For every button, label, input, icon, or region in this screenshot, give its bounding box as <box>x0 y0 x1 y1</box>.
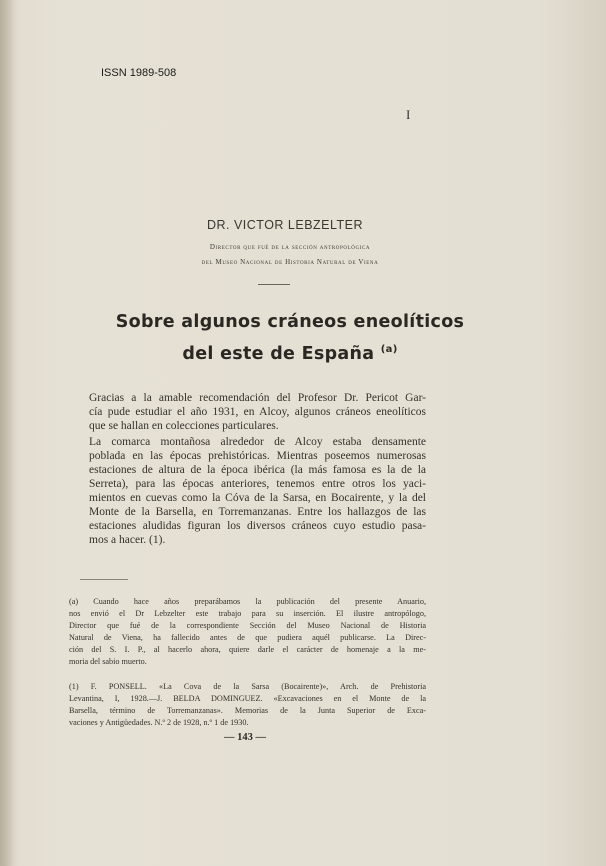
body-text-line: Monte de la Barsella, en Torremanzanas. Entre los hallazgos de las <box>89 506 426 518</box>
footnote-line: Director que fué de la correspondiente Sección del Museo Nacional de Historia <box>69 621 426 630</box>
footnote-line: ción del S. I. P., al hacerlo ahora, quiere darle el carácter de homenaje a la me- <box>69 645 426 654</box>
article-title-line <box>60 344 520 364</box>
divider <box>258 284 290 285</box>
body-text-line: La comarca montañosa alrededor de Alcoy estaba densamente <box>89 436 426 448</box>
author-name: DR. VICTOR LEBZELTER <box>206 218 364 232</box>
footnote-line: Barsella, término de Torremanzanas». Memorias de la Junta Superior de Exca- <box>69 706 426 715</box>
body-text-line: Serreta), para las épocas anteriores, tenemos entre otros los yaci- <box>89 478 426 490</box>
footnote-line: Natural de Viena, ha fallecido antes de que pudiera aquél publicarse. La Direc- <box>69 633 426 642</box>
footnote-line: moria del sabio muerto. <box>69 657 147 666</box>
footnote-divider <box>80 579 128 580</box>
page-mark: I <box>406 107 411 122</box>
title-note-marker: (a) <box>380 344 398 356</box>
body-text-line: que se hallan en colecciones particulares. <box>89 420 279 432</box>
author-affiliation-line: Director que fué de la sección antropológica <box>209 243 371 251</box>
author-affiliation-line: del Museo Nacional de Historia Natural de Viena <box>201 258 379 266</box>
article-title-text: del este de España <box>182 344 375 364</box>
body-text-line: poblada en las épocas prehistóricas. Mientras poseemos numerosas <box>89 450 426 462</box>
body-text-line: estaciones aludidas figuran los diversos cráneos cuyo estudio pasa- <box>89 520 426 532</box>
page-number: — 143 — <box>224 732 266 743</box>
footnote-line: nos envió el Dr Lebzelter este trabajo para su inserción. El ilustre antropólogo, <box>69 609 426 618</box>
body-text-line: mos a hacer. (1). <box>89 534 166 546</box>
article-title-line: Sobre algunos cráneos eneolíticos <box>115 312 465 332</box>
issn-label: ISSN 1989-508 <box>101 67 177 79</box>
footnote-line: (a) Cuando hace años preparábamos la publicación del presente Anuario, <box>69 597 426 606</box>
footnote-line: (1) F. PONSELL. «La Cova de la Sarsa (Bocairente)», Arch. de Prehistoria <box>69 682 426 691</box>
binding-shadow <box>0 0 14 866</box>
body-text-line: Gracias a la amable recomendación del Profesor Dr. Pericot Gar- <box>89 392 426 404</box>
footnote-line: Levantina, I, 1928.—J. BELDA DOMINGUEZ. «Excavaciones en el Monte de la <box>69 694 426 703</box>
footnote-line: vaciones y Antigüedades. N.º 2 de 1928, n.º 1 de 1930. <box>69 718 249 727</box>
body-text-line: mientos en cuevas como la Cóva de la Sarsa, en Bocairente, y la del <box>89 492 426 504</box>
body-text-line: estaciones de altura de la época ibérica (la más famosa es la de la <box>89 464 426 476</box>
body-text-line: cía pude estudiar el año 1931, en Alcoy, algunos cráneos eneolíticos <box>89 406 426 418</box>
